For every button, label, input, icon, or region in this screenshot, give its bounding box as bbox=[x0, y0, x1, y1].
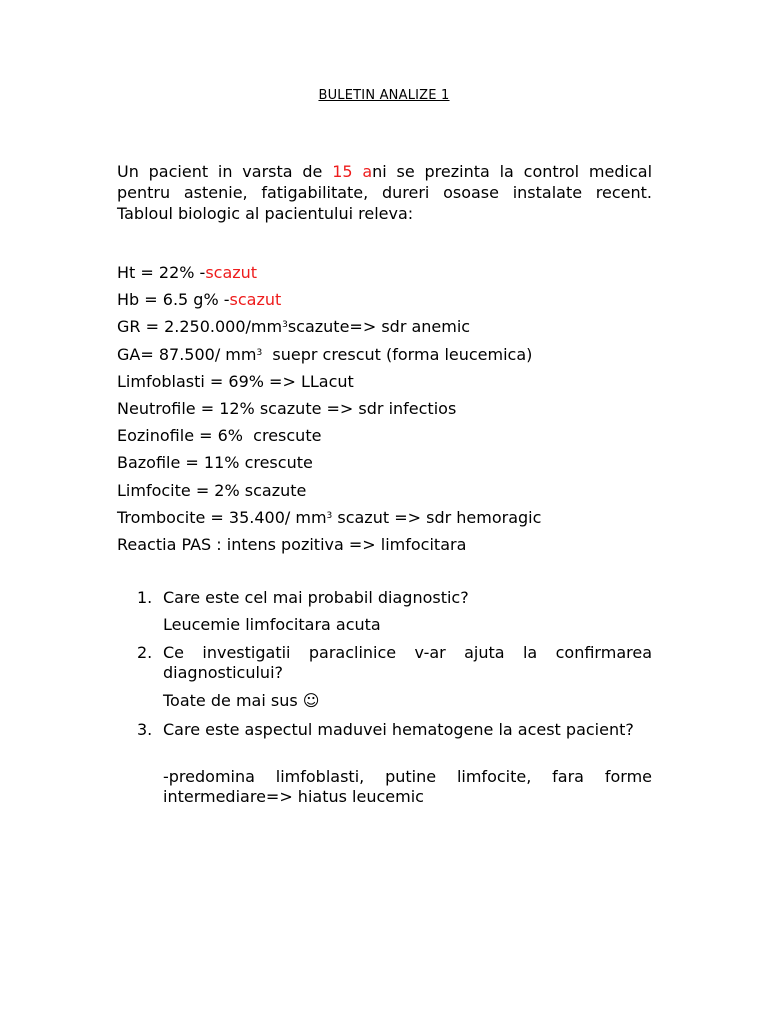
status-low: scazut bbox=[229, 290, 282, 310]
result-bazofile: Bazofile = 11% crescute bbox=[117, 453, 313, 473]
intro-text-end: ni se prezinta la control medical pentru astenie, fatigabilitate, dureri osoase instalate recent. Tabloul biologic al pacientului releva: bbox=[117, 162, 653, 223]
result-limfoblasti: Limfoblasti = 69% => LLacut bbox=[117, 371, 354, 391]
question-list bbox=[117, 588, 652, 807]
question-text: Ce investigatii paraclinice v-ar ajuta la confirmarea diagnosticului? bbox=[163, 643, 652, 682]
document-title: BULETIN ANALIZE 1 bbox=[318, 88, 450, 103]
result-gr: GR = $2.250.000/mm^3scazute=>$ sdr anemic bbox=[117, 317, 471, 337]
result-limfocite: Limfocite = 2% scazute bbox=[117, 480, 307, 500]
question-number: 2. bbox=[137, 643, 153, 662]
intro-text-start: Un pacient in varsta de bbox=[117, 162, 333, 181]
patient-age-highlight: 15 a bbox=[332, 162, 373, 181]
question-item-3 bbox=[117, 720, 652, 740]
answer-1: Leucemie limfocitara acuta bbox=[163, 615, 381, 634]
result-eozinofile: Eozinofile = 6% crescute bbox=[117, 426, 322, 446]
status-low: scazut bbox=[205, 263, 258, 282]
answer-3: -predomina limfoblasti, putine limfocite, fara forme intermediare=> hiatus leucemic bbox=[163, 767, 652, 806]
result-hb: Hb = 6.5 g% -scazut bbox=[117, 290, 282, 310]
lab-results bbox=[117, 262, 677, 561]
question-text: Care este cel mai probabil diagnostic? bbox=[163, 588, 469, 607]
result-trombocite: Trombocite = 35.400/ $mm^3$ scazut => sdr hemoragic bbox=[117, 507, 542, 527]
question-number: 1. bbox=[137, 588, 153, 607]
result-reactia-pas: Reactia PAS : intens pozitiva => limfocitara bbox=[117, 534, 467, 554]
question-number: 3. bbox=[137, 720, 153, 739]
question-item-1 bbox=[117, 588, 652, 608]
case-description bbox=[117, 161, 652, 224]
result-ht: Ht = 22% -scazut bbox=[117, 263, 258, 282]
question-text: Care este aspectul maduvei hematogene la acest pacient? bbox=[163, 720, 634, 739]
result-neutrofile: Neutrofile = 12% scazute => sdr infectios bbox=[117, 398, 457, 418]
result-ga: GA= 87.500/ $mm^3$ suepr crescut (forma leucemica) bbox=[117, 344, 533, 364]
answer-2: Toate de mai sus ☺ bbox=[163, 691, 320, 710]
question-item-2 bbox=[117, 643, 652, 683]
